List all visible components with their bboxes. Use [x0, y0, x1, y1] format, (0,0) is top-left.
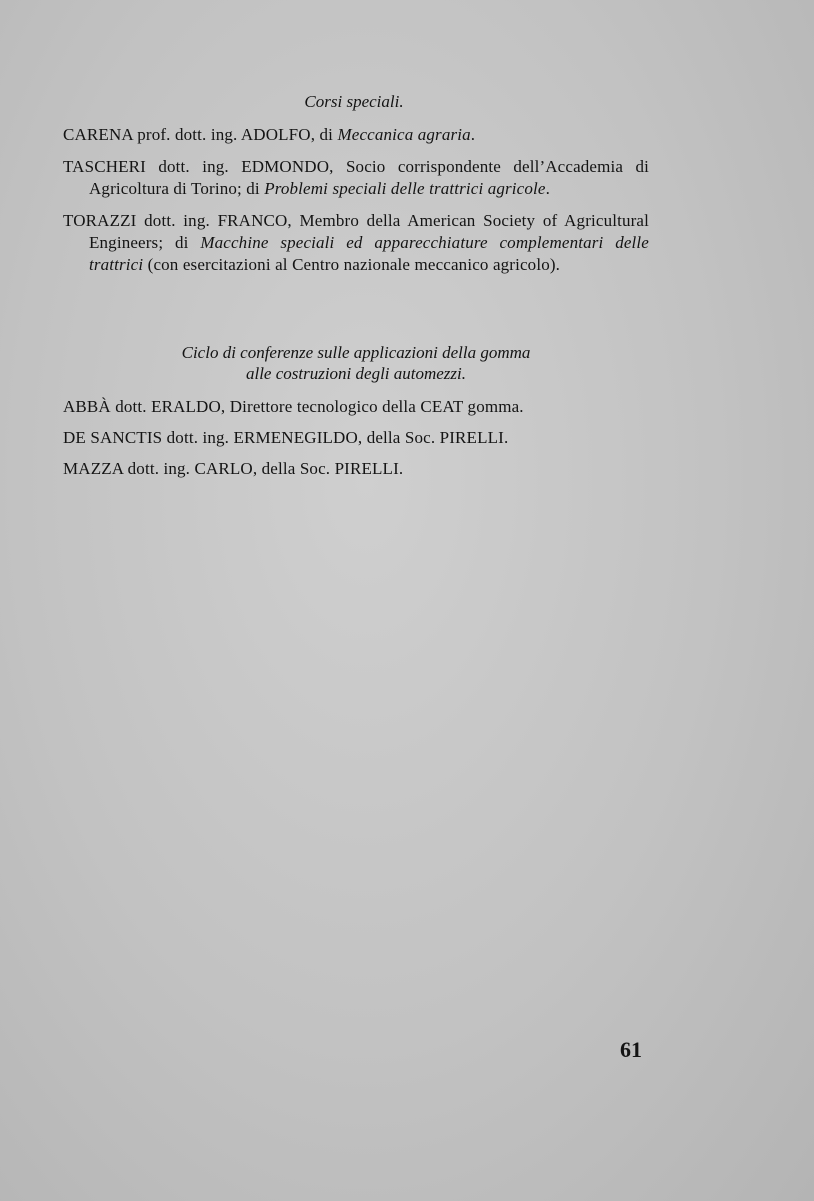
entry-tail: . — [545, 179, 551, 198]
entry-subject: Problemi speciali delle trattrici agricole — [264, 179, 546, 198]
course-list — [63, 124, 649, 286]
conference-heading-line: alle costruzioni degli automezzi. — [245, 364, 467, 383]
lecturer-entry: MAZZA dott. ing. CARLO, della Soc. PIRELLI. — [63, 459, 404, 478]
entry-name: TASCHERI dott. ing. EDMONDO, Socio corrispondente dell’Accademia di Agricoltura di Torino; di — [63, 157, 649, 198]
section-heading: Corsi speciali. — [304, 92, 404, 111]
entry-subject: Meccanica agraria — [337, 125, 471, 144]
entry-name: TORAZZI dott. ing. FRANCO, Membro della American Society of Agricultural Engineers; di — [63, 211, 649, 252]
lecturer-entry: ABBÀ dott. ERALDO, Direttore tecnologico della CEAT gomma. — [63, 397, 524, 416]
page-number: 61 — [620, 1037, 642, 1062]
course-entry — [63, 124, 649, 146]
entry-subject: Macchine speciali ed apparecchiature complementari delle trattrici — [89, 233, 649, 274]
entry-tail: (con esercitazioni al Centro nazionale meccanico agricolo). — [143, 255, 561, 274]
entry-name: CARENA prof. dott. ing. ADOLFO, di — [63, 125, 338, 144]
lecturer-list — [63, 396, 649, 489]
course-entry — [63, 210, 649, 276]
lecturer-entry: DE SANCTIS dott. ing. ERMENEGILDO, della Soc. PIRELLI. — [63, 428, 509, 447]
entry-tail: . — [470, 125, 476, 144]
conference-heading — [63, 342, 649, 384]
course-entry — [63, 156, 649, 200]
conference-heading-line: Ciclo di conferenze sulle applicazioni della gomma — [181, 343, 531, 362]
